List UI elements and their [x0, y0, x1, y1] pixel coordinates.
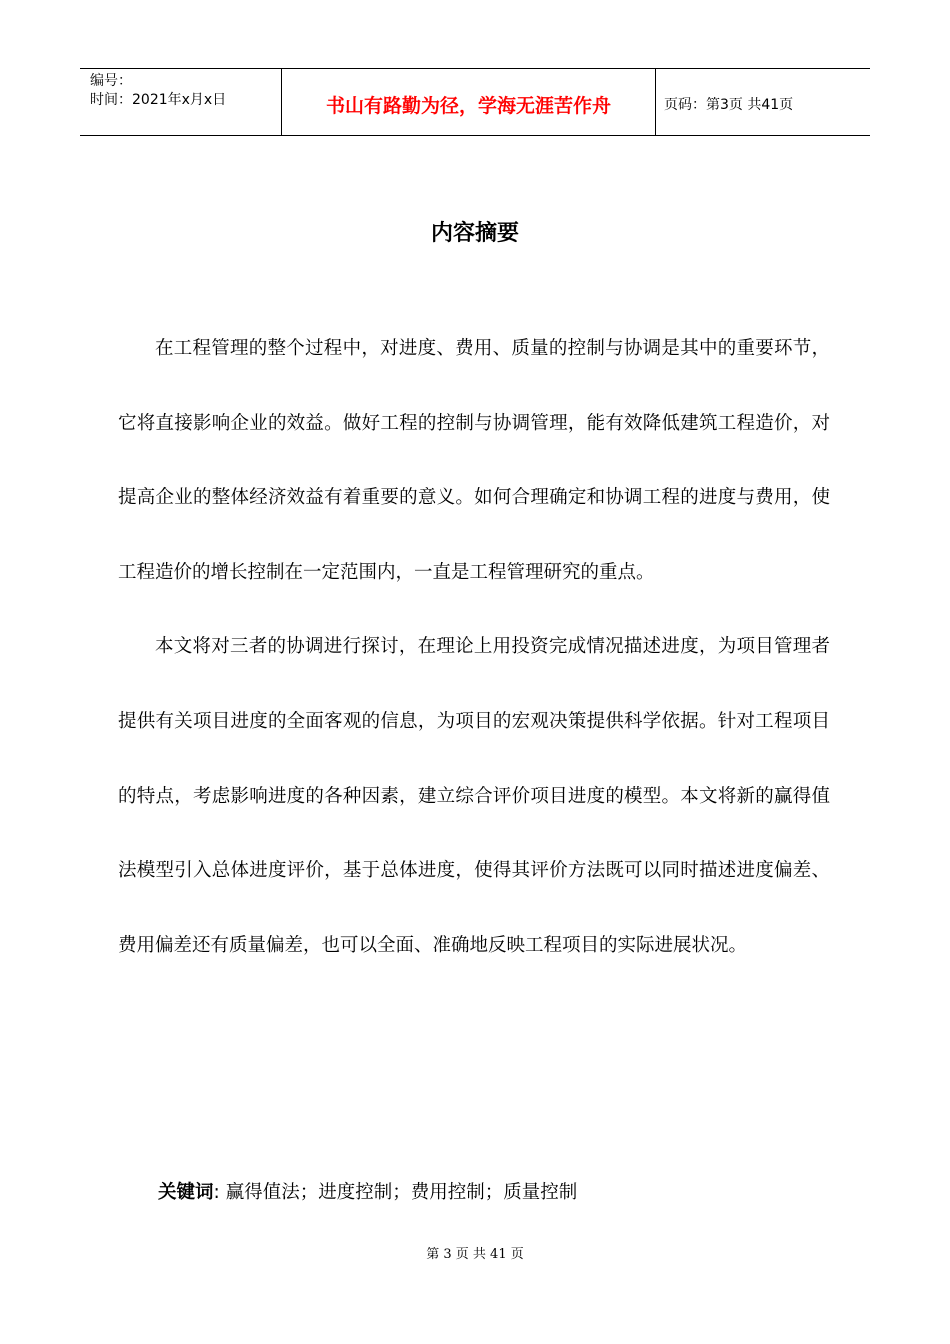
keywords-label: 关键词	[158, 1182, 214, 1203]
keywords-text: 赢得值法；进度控制；费用控制；质量控制	[225, 1182, 578, 1203]
header-page-info: 页码：第3页 共41页	[664, 96, 794, 113]
keywords-separator: :	[213, 1182, 220, 1203]
abstract-body	[118, 312, 830, 983]
page-title: 内容摘要	[430, 221, 519, 246]
document-time-label: 时间：2021年x月x日	[90, 92, 227, 108]
abstract-paragraph-2: 本文将对三者的协调进行探讨，在理论上用投资完成情况描述进度，为项目管理者提供有关项目进度的全面客观的信息，为项目的宏观决策提供科学依据。针对工程项目的特点，考虑影响进度的各种因素，建立综合评价项目进度的模型。本文将新的赢得值法模型引入总体进度评价，基于总体进度，使得其评价方法既可以同时描述进度偏差、费用偏差还有质量偏差，也可以全面、准确地反映工程项目的实际进展状况。	[118, 636, 830, 956]
document-number-label: 编号：	[90, 73, 132, 89]
document-header	[80, 68, 870, 136]
abstract-paragraph-1: 在工程管理的整个过程中，对进度、费用、质量的控制与协调是其中的重要环节，它将直接影响企业的效益。做好工程的控制与协调管理，能有效降低建筑工程造价，对提高企业的整体经济效益有着重要的意义。如何合理确定和协调工程的进度与费用，使工程造价的增长控制在一定范围内，一直是工程管理研究的重点。	[118, 338, 830, 583]
page-footer: 第 3 页 共 41 页	[426, 1247, 524, 1262]
header-meta-cell	[80, 69, 282, 135]
keywords-line	[158, 1178, 577, 1208]
header-motto: 书山有路勤为径，学海无涯苦作舟	[282, 69, 656, 135]
